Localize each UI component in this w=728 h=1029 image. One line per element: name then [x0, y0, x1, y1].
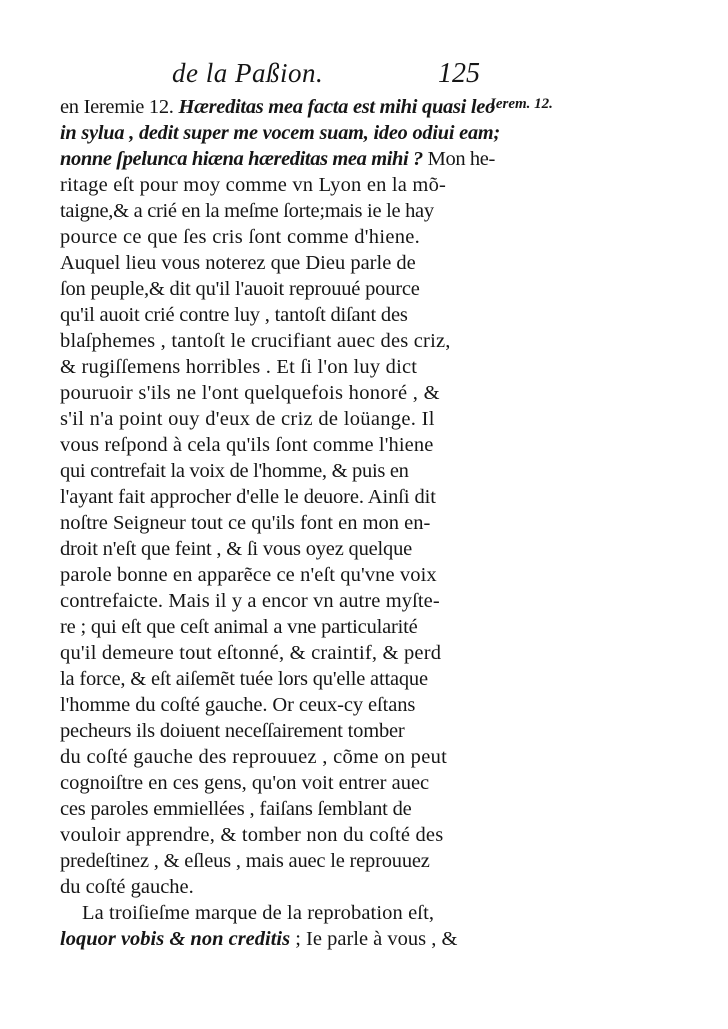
paragraph-start-line: La troiſieſme marque de la reprobation eſt, [82, 902, 435, 924]
text-line: predeſtinez , & eſleus , mais auec le reprouuez [60, 850, 430, 872]
page-number: 125 [438, 58, 480, 89]
text-line: pource ce que ſes cris ſont comme d'hiene. [60, 226, 421, 248]
text-line: parole bonne en apparẽce ce n'eſt qu'vne voix [60, 564, 437, 586]
text-line: loquor vobis & non creditis ; Ie parle à vous , & [60, 928, 458, 950]
text-line: ſon peuple,& dit qu'il l'auoit reprouué pource [60, 278, 420, 300]
text-line: & rugiſſemens horribles . Et ſi l'on luy dict [60, 356, 418, 378]
text-line: la force, & eſt aiſemẽt tuée lors qu'elle attaque [60, 668, 428, 690]
text-line: s'il n'a point ouy d'eux de criz de loüange. Il [60, 408, 435, 430]
margin-note: Ierem. 12. [490, 96, 553, 112]
text-line: vous reſpond à cela qu'ils ſont comme l'hiene [60, 434, 434, 456]
text-line: in sylua , dedit super me vocem suam, ideo odiui eam; [60, 122, 501, 144]
text-line: en Ieremie 12. Hæreditas mea facta est mihi quasi leo [60, 96, 496, 118]
running-title: de la Paßion. [172, 58, 324, 88]
text-line: taigne,& a crié en la meſme ſorte;mais ie le hay [60, 200, 434, 222]
text-line: vouloir apprendre, & tomber non du coſté des [60, 824, 444, 846]
text-line: ces paroles emmiellées , faiſans ſemblant de [60, 798, 412, 820]
body-text [60, 94, 500, 952]
text-line: blaſphemes , tantoſt le crucifiant auec des criz, [60, 330, 451, 352]
text-line: contrefaicte. Mais il y a encor vn autre myſte- [60, 590, 440, 612]
text-line: l'homme du coſté gauche. Or ceux-cy eſtans [60, 694, 416, 716]
text-line: pouruoir s'ils ne l'ont quelquefois honoré , & [60, 382, 440, 404]
text-line: l'ayant fait approcher d'elle le deuore. Ainſi dit [60, 486, 436, 508]
text-line: du coſté gauche des reprouuez , cõme on peut [60, 746, 448, 768]
text-line: re ; qui eſt que ceſt animal a vne particularité [60, 616, 418, 638]
text-line: cognoiſtre en ces gens, qu'on voit entrer auec [60, 772, 430, 794]
text-line: qui contrefait la voix de l'homme, & puis en [60, 460, 409, 482]
text-line: ritage eſt pour moy comme vn Lyon en la mõ- [60, 174, 447, 196]
text-line: noſtre Seigneur tout ce qu'ils font en mon en- [60, 512, 431, 534]
text-line: pecheurs ils doiuent neceſſairement tomber [60, 720, 405, 742]
text-line: qu'il demeure tout eſtonné, & craintif, & perd [60, 642, 442, 664]
page-header [60, 58, 500, 98]
text-line: Auquel lieu vous noterez que Dieu parle de [60, 252, 416, 274]
text-line: du coſté gauche. [60, 876, 194, 898]
text-line: droit n'eſt que feint , & ſi vous oyez quelque [60, 538, 413, 560]
text-line: nonne ſpelunca hiæna hæreditas mea mihi ? Mon he- [60, 148, 495, 170]
text-line: qu'il auoit crié contre luy , tantoſt diſant des [60, 304, 408, 326]
